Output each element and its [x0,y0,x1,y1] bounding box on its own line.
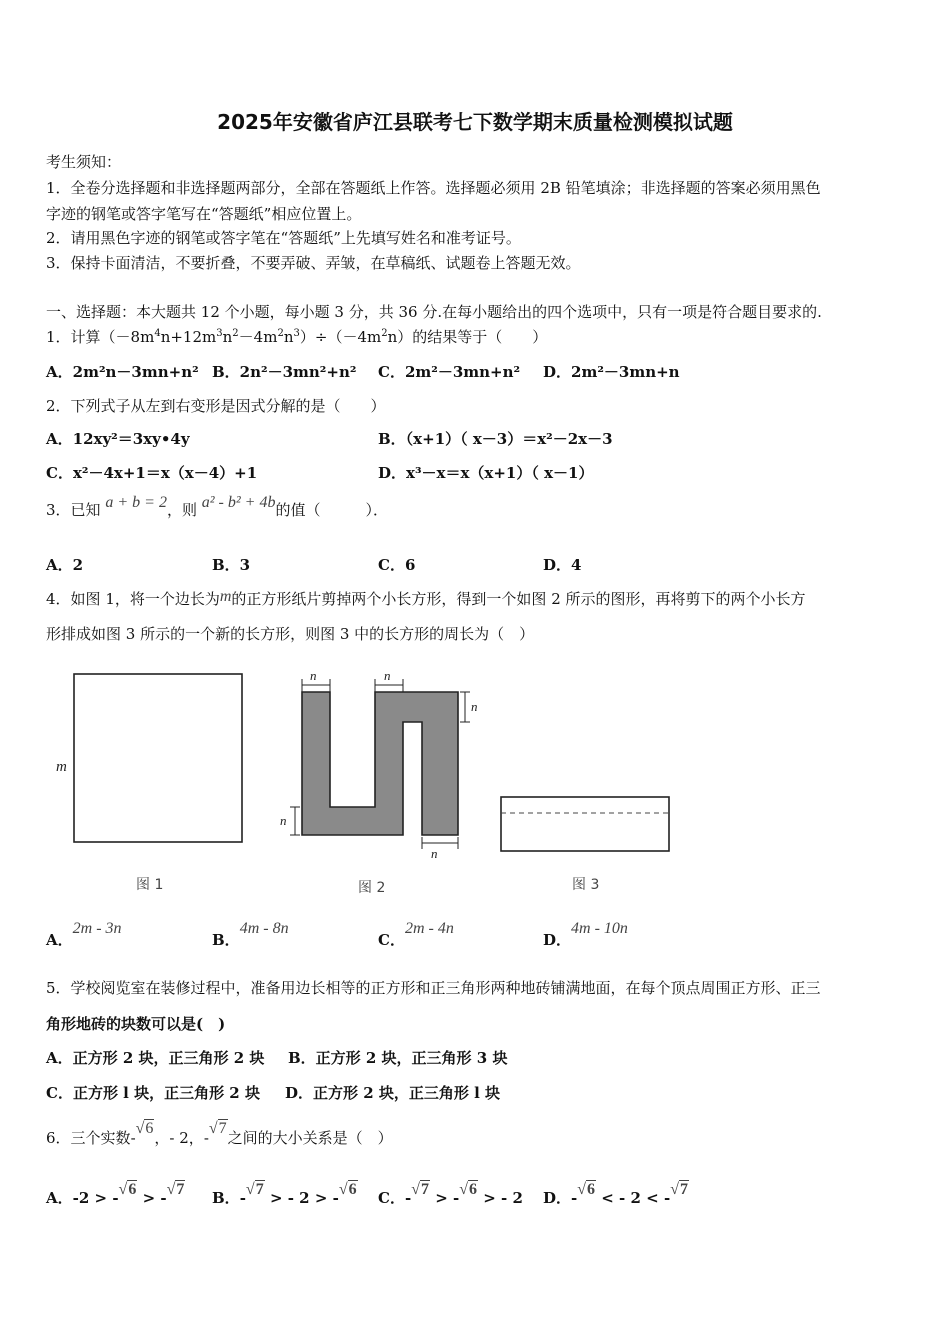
radicand: 6 [348,1181,357,1198]
q2-option-a[interactable]: A．12xy²＝3xy•4y [46,430,190,448]
notice-line-3: 3．保持卡面清洁，不要折叠，不要弄破、弄皱，在草稿纸、试题卷上答题无效。 [46,254,581,272]
option-text: < - 2 < - [601,1189,671,1207]
option-text: -2 > - [72,1189,119,1207]
q1-option-b[interactable]: B．2n²－3mn²+n² [212,363,357,381]
radicand: 6 [469,1181,478,1198]
q1-sup: 3 [216,328,223,339]
q1-stem-part: n）的结果等于（ ） [387,328,548,346]
fig2-n-label: n [471,699,478,714]
q2-option-b[interactable]: B．（x+1）（ x－3）＝x²－2x－3 [378,430,613,448]
q3-option-a[interactable]: A．2 [46,556,84,574]
option-text: - [404,1189,412,1207]
q4-stem-part: 如图 1，将一个边长为 [70,590,220,608]
q1-sup: 3 [293,328,300,339]
q6-option-c[interactable] [378,1181,523,1209]
fig1-caption: 图 1 [136,877,164,893]
q6-stem-part: ，- 2， [154,1129,204,1147]
fig2-caption: 图 2 [358,880,386,896]
sqrt-7: √7 [245,1181,264,1198]
question-1-stem [46,327,547,347]
fig1-square [74,674,242,842]
sqrt-6: √6 [135,1120,154,1137]
question-4-stem-line-2: 形排成如图 3 所示的一个新的长方形，则图 3 中的长方形的周长为（ ） [46,625,535,643]
fig3-rectangle [501,797,669,851]
q5-option-c[interactable]: C．正方形 l 块，正三角形 2 块 [46,1084,260,1102]
sqrt-7: √7 [411,1181,429,1198]
q1-stem-part: n [222,328,233,346]
question-number: 5． [46,979,71,997]
radicand: 6 [145,1120,154,1137]
q6-stem-part: - [203,1129,209,1147]
section-heading: 一、选择题：本大题共 12 个小题，每小题 3 分，共 36 分.在每小题给出的四个选项中，只有一项是符合题目要求的. [46,303,822,321]
option-label: B． [212,931,240,949]
sqrt-6: √6 [338,1181,357,1198]
q1-sup: 2 [232,328,239,339]
q6-stem-part: - [130,1129,136,1147]
option-label: D． [543,1189,572,1207]
q1-sup: 2 [381,328,388,339]
radicand: 7 [176,1181,185,1198]
option-text: > - [142,1189,167,1207]
sqrt-7: √7 [670,1181,688,1198]
option-label: C． [378,931,405,949]
option-text: - [571,1189,578,1207]
q3-option-d[interactable]: D．4 [543,556,582,574]
q4-option-b[interactable] [212,920,289,951]
radicand: 7 [218,1120,227,1137]
fig3-caption: 图 3 [572,877,600,893]
q1-option-d[interactable]: D．2m²－3mn+n [543,363,680,381]
q3-stem-part: ，则 [166,501,197,519]
notice-line-1a: 1．全卷分选择题和非选择题两部分，全部在答题纸上作答。选择题必须用 2B 铅笔填涂；非选择题的答案必须用黑色 [46,179,821,197]
q1-stem-part: n+12m [160,328,217,346]
fig2-n-label: n [280,813,287,828]
option-expression: 2m - 3n [72,920,122,937]
option-expression: 2m - 4n [404,920,454,937]
q1-stem-part: 计算（－8m [70,328,155,346]
radicand: 6 [128,1181,137,1198]
option-expression: 4m - 10n [571,920,628,937]
fig2-shape [302,692,458,835]
notice-line-2: 2．请用黑色字迹的钢笔或答字笔在“答题纸”上先填写姓名和准考证号。 [46,229,521,247]
q2-stem-text: 下列式子从左到右变形是因式分解的是（ ） [70,397,386,415]
notice-heading: 考生须知： [46,153,122,171]
q2-option-c[interactable]: C．x²－4x+1＝x（x－4）+1 [46,464,258,482]
question-number: 6． [46,1129,71,1147]
option-label: D． [543,931,572,949]
question-6-stem [46,1120,393,1149]
fig1-side-label: m [56,759,67,775]
sqrt-6: √6 [459,1181,478,1198]
q3-expression: a² - b² + 4b [201,494,276,511]
q3-stem-part: 已知 [70,501,101,519]
q3-option-b[interactable]: B．3 [212,556,251,574]
question-3-stem [46,494,388,534]
option-text: - [239,1189,246,1207]
q4-figures [50,665,670,905]
question-4-stem-line-1 [46,589,806,610]
option-label: A． [46,1189,73,1207]
q2-option-d[interactable]: D．x³－x＝x（x+1）（ x－1） [378,464,594,482]
question-number: 1． [46,328,71,346]
sqrt-6: √6 [577,1181,596,1198]
q1-option-a[interactable]: A．2m²n－3mn+n² [46,363,199,381]
radicand: 7 [255,1181,264,1198]
q1-sup: 4 [154,328,161,339]
q5-stem-part: 学校阅览室在装修过程中，准备用边长相等的正方形和正三角形两种地砖铺满地面，在每个顶点周围正方形、正三 [70,979,821,997]
question-number: 4． [46,590,71,608]
sqrt-7: √7 [208,1120,227,1137]
q6-option-a[interactable] [46,1181,185,1209]
q6-stem-part: 之间的大小关系是（ ） [227,1129,393,1147]
question-number: 3． [46,501,71,519]
fig2-n-label: n [431,846,438,861]
fig2-n-label: n [310,668,317,683]
q3-condition: a + b = 2 [105,494,167,511]
option-expression: 4m - 8n [239,920,289,937]
notice-line-1b: 字迹的钢笔或答字笔写在“答题纸”相应位置上。 [46,205,362,223]
sqrt-7: √7 [166,1181,185,1198]
q5-option-b[interactable]: B．正方形 2 块，正三角形 3 块 [288,1049,508,1067]
q1-option-c[interactable]: C．2m²－3mn+n² [378,363,521,381]
option-text: > - 2 [483,1189,523,1207]
q5-option-a[interactable]: A．正方形 2 块，正三角形 2 块 [46,1049,265,1067]
q4-stem-part: 的正方形纸片剪掉两个小长方形，得到一个如图 2 所示的图形，再将剪下的两个小长方 [231,590,806,608]
option-text: > - [435,1189,460,1207]
q4-option-d[interactable] [543,920,628,951]
sqrt-6: √6 [118,1181,137,1198]
option-label: B． [212,1189,240,1207]
radicand: 7 [679,1181,688,1198]
option-text: > - 2 > - [269,1189,339,1207]
q1-stem-part: n [283,328,294,346]
radicand: 6 [587,1181,596,1198]
q1-sup: 2 [277,328,284,339]
option-label: A． [46,931,73,949]
question-5-stem-line-1 [46,978,821,998]
q1-stem-part: ）÷（－4m [299,328,382,346]
q4-var-m: m [219,588,232,605]
question-2-stem [46,396,386,416]
q1-stem-part: －4m [238,328,278,346]
q6-option-b[interactable] [212,1181,358,1209]
q5-option-d[interactable]: D．正方形 2 块，正三角形 l 块 [285,1084,501,1102]
q4-option-c[interactable] [378,920,454,951]
question-5-stem-line-2: 角形地砖的块数可以是( ) [46,1015,226,1033]
question-number: 2． [46,397,71,415]
fig2-n-label: n [384,668,391,683]
page-title: 2025年安徽省庐江县联考七下数学期末质量检测模拟试题 [217,110,733,134]
q6-option-d[interactable] [543,1181,689,1209]
q4-option-a[interactable] [46,920,122,951]
option-label: C． [378,1189,405,1207]
radicand: 7 [420,1181,429,1198]
q6-stem-part: 三个实数 [70,1129,131,1147]
q3-stem-part: 的值（ ）． [275,501,388,519]
q3-option-c[interactable]: C．6 [378,556,416,574]
